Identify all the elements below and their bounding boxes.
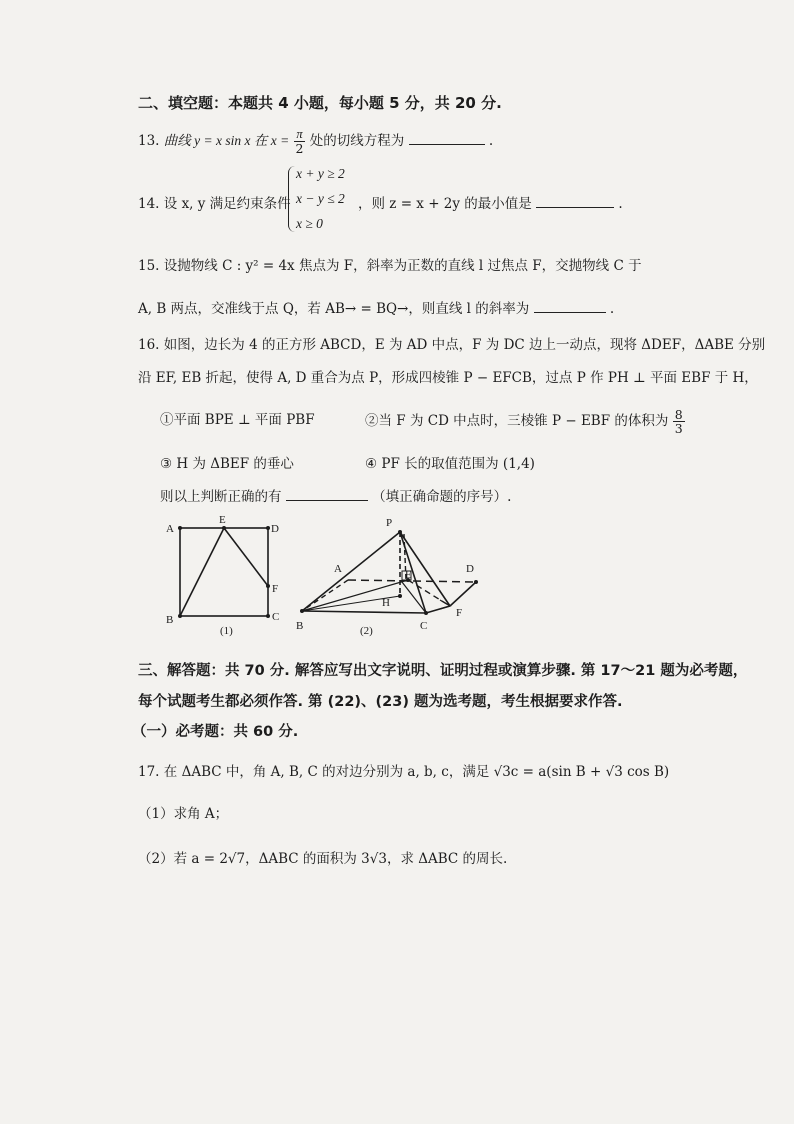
option-1: ①平面 BPE ⊥ 平面 PBF — [160, 412, 315, 428]
option-2 — [365, 408, 685, 435]
question-16-ask — [160, 485, 511, 505]
point-d — [266, 526, 270, 530]
label-a: A — [166, 523, 174, 535]
label-d: D — [271, 523, 279, 535]
question-14-tail — [358, 192, 623, 212]
edge-fd — [450, 582, 476, 606]
question-text: 设 x, y 满足约束条件 — [163, 196, 291, 212]
section-header-answer-line-2: 每个试题考生都必须作答. 第 (22)、(23) 题为选考题，考生根据要求作答. — [138, 694, 623, 710]
fraction-numerator: 8 — [674, 407, 683, 422]
fraction-8-over-3 — [673, 408, 685, 435]
answer-blank[interactable] — [534, 311, 606, 313]
period: . — [618, 196, 623, 212]
point-c — [266, 614, 270, 618]
question-15-line-2 — [138, 297, 614, 317]
section-header-fill-in: 二、填空题：本题共 4 小题，每小题 5 分，共 20 分. — [138, 94, 502, 112]
label-f: F — [272, 583, 279, 595]
ask-text: 则以上判断正确的有 — [160, 489, 282, 505]
figure-caption: (1) — [220, 625, 233, 637]
question-17-part-1: （1）求角 A； — [138, 806, 229, 822]
question-text: 处的切线方程为 — [309, 133, 405, 150]
question-text: ，则 z = x + 2y 的最小值是 — [358, 196, 532, 212]
question-number: 17. — [138, 764, 160, 780]
section-header-answer: 三、解答题：共 70 分. 解答应写出文字说明、证明过程或演算步骤. 第 17～21 题为必考题， — [138, 663, 748, 679]
option-3: ③ H 为 ΔBEF 的垂心 — [160, 456, 294, 472]
constraint-3: x ≥ 0 — [296, 216, 323, 231]
question-16-line-2: 沿 EF, EB 折起，使得 A, D 重合为点 P，形成四棱锥 P − EFCB，过点 P 作 PH ⊥ 平面 EBF 于 H， — [138, 370, 758, 386]
question-14-stem — [138, 192, 291, 212]
label-f: F — [456, 607, 463, 619]
fraction-denominator: 2 — [295, 141, 304, 157]
option-2-text: ②当 F 为 CD 中点时，三棱锥 P − EBF 的体积为 — [365, 413, 669, 430]
label-p: P — [386, 517, 393, 529]
edge-ab-dashed — [302, 580, 348, 611]
constraint-1: x + y ≥ 2 — [296, 166, 345, 181]
question-13 — [138, 128, 493, 155]
label-a: A — [334, 563, 342, 575]
question-16-line-1 — [138, 333, 765, 353]
question-number: 13. — [138, 133, 160, 150]
square-abcd — [180, 528, 268, 616]
fraction-denominator: 3 — [674, 421, 683, 437]
question-text: 如图，边长为 4 的正方形 ABCD，E 为 AD 中点，F 为 DC 边上一动点，现将 ΔDEF，ΔABE 分别 — [163, 337, 766, 353]
question-text: A, B 两点，交准线于点 Q，若 AB→ = BQ→，则直线 l 的斜率为 — [138, 301, 530, 317]
point-e — [222, 526, 226, 530]
label-d: D — [466, 563, 474, 575]
point-a — [178, 526, 182, 530]
answer-blank[interactable] — [286, 499, 368, 501]
label-c: C — [272, 611, 280, 623]
point-b — [178, 614, 182, 618]
label-h: H — [382, 597, 390, 609]
fraction-pi-over-2 — [294, 128, 306, 155]
point-c — [424, 611, 428, 615]
answer-blank[interactable] — [409, 143, 485, 145]
point-f — [266, 584, 270, 588]
label-b: B — [166, 614, 174, 626]
option-4: ④ PF 长的取值范围为 (1,4) — [365, 456, 535, 472]
label-e: E — [219, 514, 226, 526]
edge-be — [302, 580, 408, 611]
segment-eb — [180, 528, 224, 616]
label-e: E — [405, 569, 412, 581]
answer-blank[interactable] — [536, 206, 614, 208]
point-p — [398, 530, 402, 534]
edge-bc — [302, 611, 426, 613]
question-text: 设抛物线 C : y² = 4x 焦点为 F，斜率为正数的直线 l 过焦点 F，交抛物线 C 于 — [163, 258, 642, 274]
question-17-part-2: （2）若 a = 2√7，ΔABC 的面积为 3√3，求 ΔABC 的周长. — [138, 851, 508, 867]
figure-caption: (2) — [360, 625, 373, 637]
figure-1-square — [150, 510, 300, 640]
point-d — [474, 580, 478, 584]
label-b: B — [296, 620, 304, 632]
question-text: 在 ΔABC 中，角 A, B, C 的对边分别为 a, b, c，满足 √3c = a(sin B + √3 cos B) — [163, 764, 670, 780]
question-number: 16. — [138, 337, 160, 353]
subsection-required: （一）必考题：共 60 分. — [132, 724, 299, 740]
point-b — [300, 609, 304, 613]
figure-2-pyramid — [290, 510, 490, 640]
constraint-brace — [288, 166, 295, 232]
ask-text-tail: （填正确命题的序号）. — [372, 489, 512, 505]
question-number: 14. — [138, 196, 160, 212]
point-h — [398, 594, 402, 598]
question-number: 15. — [138, 258, 160, 274]
segment-ef — [224, 528, 268, 586]
question-17 — [138, 760, 669, 780]
question-text: 曲线 y = x sin x 在 x = — [163, 133, 290, 149]
edge-ec — [402, 582, 426, 613]
constraint-2: x − y ≤ 2 — [296, 191, 345, 206]
period: . — [488, 133, 494, 150]
label-c: C — [420, 620, 428, 632]
question-15-line-1 — [138, 254, 642, 274]
period: . — [609, 301, 615, 317]
fraction-numerator: π — [294, 128, 306, 142]
